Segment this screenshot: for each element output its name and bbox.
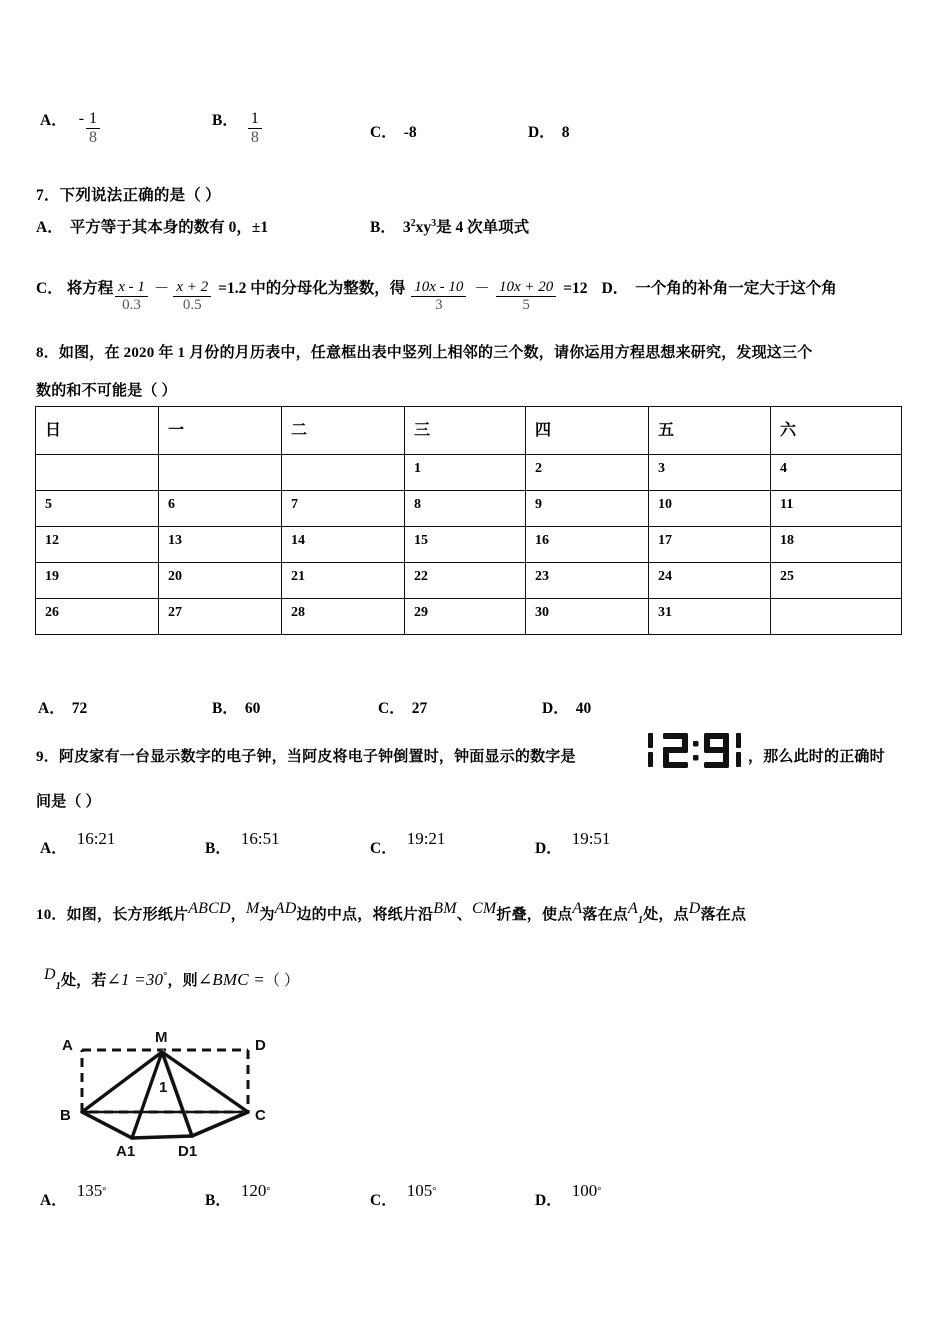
calendar-day-cell[interactable]: 20 [159,563,282,599]
q7-option-c-letter: C． [36,280,63,297]
q10-stem-part3: 为 [259,907,275,923]
calendar-header-row [36,407,902,455]
q7-option-a[interactable] [36,215,268,237]
q10-option-a-letter: A． [40,1192,67,1209]
q9-option-c-value: 19:21 [406,829,446,848]
calendar-day-cell[interactable]: 10 [649,491,771,527]
calendar-day-cell[interactable]: 23 [526,563,649,599]
q6-option-c[interactable] [370,120,417,142]
q9-option-c[interactable] [370,829,446,858]
figure-label-angle1: 1 [159,1079,168,1096]
calendar-day-cell[interactable]: 17 [649,527,771,563]
figure-label-b: B [60,1107,71,1124]
q10-option-b-letter: B． [205,1192,231,1209]
calendar-day-cell[interactable]: 22 [405,563,526,599]
q7-option-b-exp2: 3 [431,217,437,229]
q8-stem-line1: 8．如图，在 2020 年 1 月份的月历表中，任意框出表中竖列上相邻的三个数，请你运用方程思想来研究，发现这三个 [36,345,813,361]
q7-option-c-frac2-num: x + 2 [173,279,211,297]
q10-stem-l2-part1: 处，若 [60,973,107,989]
calendar-day-cell[interactable]: 30 [526,599,649,635]
q10-option-c-degree: ° [432,1186,437,1197]
q9-option-a-letter: A． [40,840,67,857]
q10-option-b-degree: ° [266,1186,271,1197]
q7-option-c-fraction-3 [411,279,466,314]
q10-option-c[interactable] [370,1181,437,1210]
q8-option-a[interactable] [38,696,87,718]
q7-option-c-frac4-num: 10x + 20 [496,279,556,297]
q6-option-c-value: -8 [403,124,417,141]
figure-label-m: M [155,1029,168,1046]
calendar-day-cell[interactable]: 1 [405,455,526,491]
calendar-day-cell[interactable]: 19 [36,563,159,599]
calendar-day-cell[interactable]: 7 [282,491,405,527]
q10-math-a1: A [628,900,638,917]
q10-options-row [0,1180,950,1220]
q9-option-d[interactable] [535,829,611,858]
calendar-header-cell: 五 [649,407,771,455]
calendar-day-cell[interactable]: 11 [771,491,902,527]
figure-label-c: C [255,1107,266,1124]
q10-math-d1: D [44,966,56,983]
q6-option-a-fraction [86,110,100,147]
q6-option-a-denominator: 8 [89,128,98,146]
q7-option-c-prefix: 将方程 [66,280,114,297]
q6-option-d[interactable] [528,120,569,142]
q10-stem-l2-part3: （ ） [264,973,300,989]
q6-option-a-numerator: 1 [86,110,100,129]
calendar-empty-cell[interactable] [36,455,159,491]
q10-option-d[interactable] [535,1181,602,1210]
q6-option-a-letter: A． [40,112,67,129]
q10-math-d: D [688,900,701,917]
q9-option-d-value: 19:51 [571,829,611,848]
q9-option-b-value: 16:51 [240,829,280,848]
q7-option-d-text: 一个角的补角一定大于这个角 [635,280,837,297]
q6-options-row [0,108,950,148]
q8-option-d-value: 40 [575,700,592,717]
q7-option-b-tail: 是 4 次单项式 [436,219,530,236]
q10-option-d-letter: D． [535,1192,562,1209]
calendar-header-cell: 日 [36,407,159,455]
calendar-week-row [36,491,902,527]
calendar-day-cell[interactable]: 3 [649,455,771,491]
q10-stem-part7: 落在点 [582,907,628,923]
q10-option-c-value: 105 [406,1181,433,1200]
q7-option-c[interactable] [36,276,837,316]
figure-label-a: A [62,1037,73,1054]
q6-option-b-denominator: 8 [250,128,259,146]
calendar-table [35,406,902,635]
q7-option-c-minus-2: － [474,280,490,297]
q6-option-a-sign: - [78,110,85,127]
q10-option-b-value: 120 [240,1181,267,1200]
q7-option-c-frac2-den: 0.5 [182,296,202,313]
folded-rectangle-diagram [52,1028,282,1160]
calendar-header-cell: 四 [526,407,649,455]
calendar-day-cell[interactable]: 8 [405,491,526,527]
q7-option-c-fraction-4 [496,279,556,314]
q7-option-c-frac1-num: x - 1 [115,279,148,297]
calendar-day-cell[interactable]: 5 [36,491,159,527]
q8-option-b-letter: B． [212,700,238,717]
q7-option-a-letter: A． [36,219,63,236]
calendar-day-cell[interactable]: 28 [282,599,405,635]
q9-option-b[interactable] [205,829,280,858]
figure-label-d: D [255,1037,266,1054]
calendar-header-cell: 六 [771,407,902,455]
q7-option-c-minus-1: － [153,280,170,297]
q7-option-b-letter: B． [370,219,396,236]
q9-stem-suffix: ，那么此时的正确时 [748,749,885,765]
calendar-day-cell[interactable]: 6 [159,491,282,527]
q10-stem-part9: 落在点 [700,907,747,923]
q10-math-cm: CM [471,900,497,917]
q8-option-d[interactable] [542,696,591,718]
q7-option-c-equation-text-2: =12 [563,280,588,297]
q8-option-a-letter: A． [38,700,65,717]
q10-option-d-degree: ° [597,1186,602,1197]
q10-math-d1-subscript: 1 [55,981,61,992]
q6-option-d-letter: D． [528,124,555,141]
figure-label-a1: A1 [116,1143,136,1160]
q7-option-b-vars: xy [415,219,432,236]
calendar-week-row [36,527,902,563]
q10-stem-part6: 折叠，使点 [496,907,573,923]
calendar-empty-cell[interactable] [771,599,902,635]
calendar-day-cell[interactable]: 14 [282,527,405,563]
q7-option-b-exp1: 2 [410,217,416,229]
q10-math-a: A [572,900,583,917]
q7-option-b-coefficient: 3 [402,219,411,236]
q10-math-ad: AD [274,900,297,917]
q10-option-a[interactable] [40,1181,107,1210]
q7-options-row-1 [0,215,950,255]
q8-option-b-value: 60 [244,700,261,717]
q9-option-a[interactable] [40,829,116,858]
q10-stem-line2 [44,966,299,992]
q10-stem-part8: 处，点 [643,907,689,923]
q10-option-a-degree: ° [102,1186,107,1197]
q10-stem-part4: 边的中点，将纸片沿 [296,907,434,923]
q10-option-b[interactable] [205,1181,271,1210]
figure-label-d1: D1 [178,1143,198,1160]
calendar-header-cell: 一 [159,407,282,455]
q7-option-c-frac4-den: 5 [522,296,530,313]
calendar-day-cell[interactable]: 27 [159,599,282,635]
q9-stem-prefix: 9．阿皮家有一台显示数字的电子钟，当阿皮将电子钟倒置时，钟面显示的数字是 [36,749,576,765]
digital-clock-icon [643,731,747,771]
q6-option-b-numerator: 1 [248,110,262,129]
calendar-day-cell[interactable]: 31 [649,599,771,635]
q7-option-c-fraction-1 [115,279,148,314]
q8-stem-line2: 数的和不可能是（ ） [36,383,177,399]
q10-math-m: M [245,900,260,917]
q7-option-c-fraction-2 [173,279,211,314]
q10-stem-line1 [36,900,746,926]
calendar-header-cell: 二 [282,407,405,455]
q6-option-a[interactable] [40,108,102,149]
q10-math-angle1: ∠1 =30 [106,970,164,989]
calendar-day-cell[interactable]: 12 [36,527,159,563]
calendar-day-cell[interactable]: 16 [526,527,649,563]
q8-option-c-letter: C． [378,700,405,717]
calendar-day-cell[interactable]: 29 [405,599,526,635]
calendar-day-cell[interactable]: 9 [526,491,649,527]
q10-stem-l2-part2: ，则 [167,973,198,989]
q7-options-row-2 [0,262,950,318]
q10-math-abcd: ABCD [188,900,231,917]
q6-option-b[interactable] [212,108,264,149]
q10-option-d-value: 100 [571,1181,598,1200]
calendar-day-cell[interactable]: 26 [36,599,159,635]
q10-stem-part2: ， [230,907,246,923]
q10-math-angle-bmc: ∠BMC = [197,970,265,989]
q10-option-a-value: 135 [76,1181,103,1200]
q10-option-c-letter: C． [370,1192,397,1209]
calendar-week-row [36,455,902,491]
calendar-header-cell: 三 [405,407,526,455]
calendar-day-cell[interactable]: 18 [771,527,902,563]
q7-option-b[interactable] [370,215,529,237]
q7-option-c-frac3-num: 10x - 10 [411,279,466,297]
calendar-day-cell[interactable]: 13 [159,527,282,563]
q8-option-d-letter: D． [542,700,569,717]
calendar-empty-cell[interactable] [282,455,405,491]
q10-math-angle1-degree: ° [163,971,168,982]
calendar-day-cell[interactable]: 21 [282,563,405,599]
q6-option-d-value: 8 [561,124,570,141]
q9-stem-line2: 间是（ ） [36,794,101,810]
q7-option-a-text: 平方等于其本身的数有 0，±1 [69,219,269,236]
q7-option-c-frac3-den: 3 [435,296,443,313]
q7-option-c-equation-text-1: =1.2 中的分母化为整数，得 [218,280,406,297]
calendar-week-row [36,599,902,635]
q6-option-c-letter: C． [370,124,397,141]
q8-options-row [0,696,950,736]
calendar-week-row [36,563,902,599]
q7-option-d-letter: D． [601,280,629,297]
q9-option-a-value: 16:21 [76,829,116,848]
q9-options-row [0,828,950,868]
q8-option-b[interactable] [212,696,260,718]
q7-option-b-text [403,215,529,237]
calendar-day-cell[interactable]: 24 [649,563,771,599]
calendar-day-cell[interactable]: 2 [526,455,649,491]
seven-segment-display-svg [643,731,747,771]
calendar-empty-cell[interactable] [159,455,282,491]
q9-option-b-letter: B． [205,840,231,857]
q8-option-c[interactable] [378,696,427,718]
q9-option-d-letter: D． [535,840,562,857]
q6-option-b-fraction [248,110,262,147]
calendar-day-cell[interactable]: 15 [405,527,526,563]
q6-option-b-letter: B． [212,112,238,129]
calendar-day-cell[interactable]: 4 [771,455,902,491]
q10-math-a1-subscript: 1 [637,915,644,926]
q10-geometry-figure [52,1028,282,1160]
q10-stem-part1: 10．如图，长方形纸片 [36,907,189,923]
calendar-day-cell[interactable]: 25 [771,563,902,599]
q10-stem-part5: 、 [456,907,472,923]
q9-option-c-letter: C． [370,840,397,857]
q7-stem: 7．下列说法正确的是（ ） [36,187,221,204]
q8-option-c-value: 27 [411,700,428,717]
q7-option-c-frac1-den: 0.3 [122,296,141,313]
q8-option-a-value: 72 [71,700,88,717]
q10-math-bm: BM [433,900,457,917]
